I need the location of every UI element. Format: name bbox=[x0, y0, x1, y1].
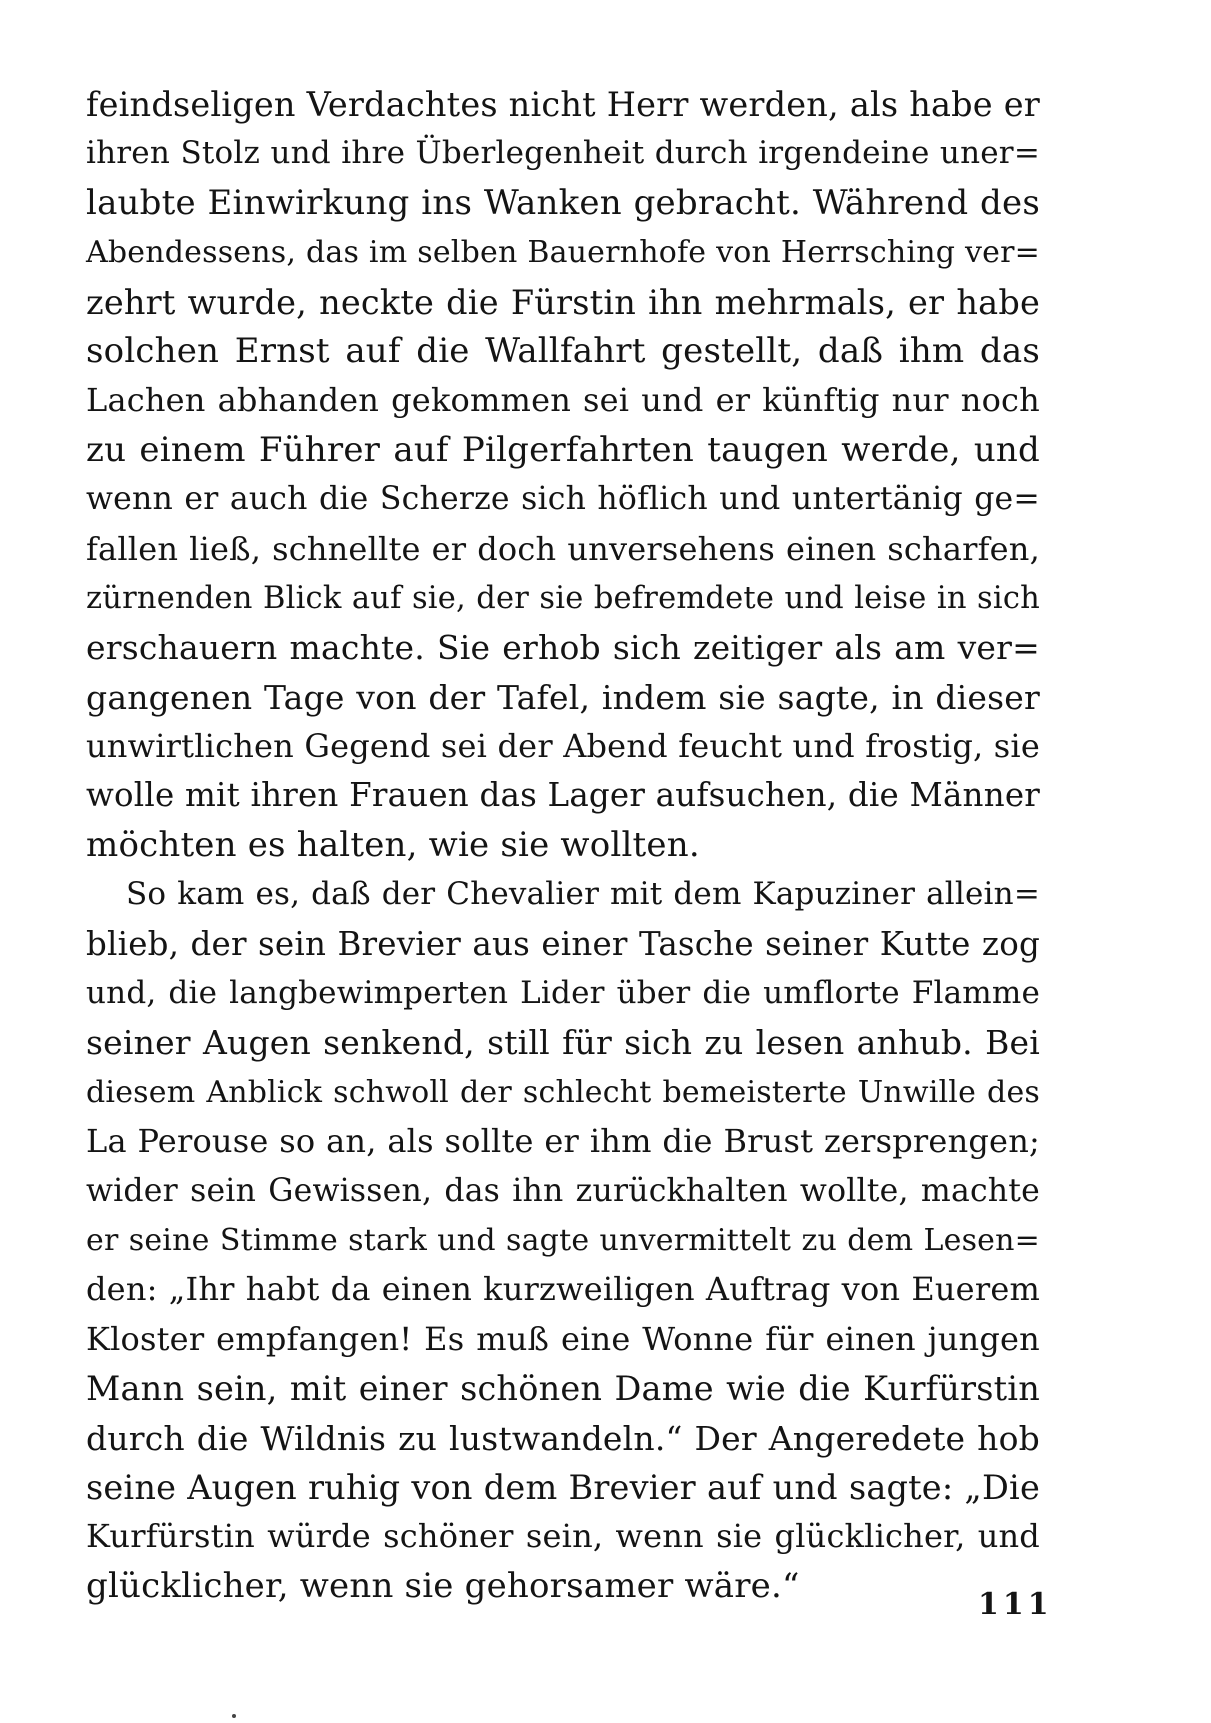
text-line: Kloster empfangen! Es muß eine Wonne für einen jungen bbox=[86, 1319, 1040, 1358]
text-line: und, die langbewimperten Lider über die umflorte Flamme bbox=[86, 975, 1040, 1012]
text-line: fallen ließ, schnellte er doch unversehens einen scharfen, bbox=[86, 529, 1040, 568]
text-line: wider sein Gewissen, das ihn zurückhalten wollte, machte bbox=[86, 1172, 1040, 1209]
text-line: wenn er auch die Scherze sich höflich und untertänig ge= bbox=[86, 481, 1040, 518]
text-line: solchen Ernst auf die Wallfahrt gestellt, daß ihm das bbox=[86, 330, 1040, 371]
text-line: feindseligen Verdachtes nicht Herr werden, als habe er bbox=[86, 85, 1040, 124]
print-speck bbox=[232, 1714, 236, 1718]
paragraph-1 bbox=[86, 80, 1040, 870]
text-line: La Perouse so an, als sollte er ihm die Brust zersprengen; bbox=[86, 1122, 1040, 1161]
text-line: diesem Anblick schwoll der schlecht bemeisterte Unwille des bbox=[86, 1074, 1040, 1110]
text-line: Kurfürstin würde schöner sein, wenn sie glücklicher, und bbox=[86, 1517, 1040, 1556]
text-line: laubte Einwirkung ins Wanken gebracht. Während des bbox=[86, 182, 1040, 223]
body-text bbox=[86, 80, 1040, 1611]
text-line: er seine Stimme stark und sagte unvermittelt zu dem Lesen= bbox=[86, 1222, 1040, 1258]
text-line: möchten es halten, wie sie wollten. bbox=[86, 824, 700, 865]
text-line: So kam es, daß der Chevalier mit dem Kapuziner allein= bbox=[126, 876, 1040, 913]
text-line: zürnenden Blick auf sie, der sie befremdete und leise in sich bbox=[86, 580, 1040, 616]
text-line: Abendessens, das im selben Bauernhofe von Herrsching ver= bbox=[86, 235, 1040, 271]
text-line: glücklicher, wenn sie gehorsamer wäre.“ bbox=[86, 1565, 800, 1606]
page-number: 111 bbox=[978, 1587, 1053, 1622]
text-line: gangenen Tage von der Tafel, indem sie sagte, in dieser bbox=[86, 677, 1040, 717]
text-line: den: „Ihr habt da einen kurzweiligen Auftrag von Euerem bbox=[86, 1270, 1040, 1309]
text-line: Lachen abhanden gekommen sei und er künftig nur noch bbox=[86, 381, 1040, 420]
text-line: zu einem Führer auf Pilgerfahrten taugen werde, und bbox=[86, 429, 1040, 470]
text-line: zehrt wurde, neckte die Fürstin ihn mehrmals, er habe bbox=[86, 282, 1040, 322]
text-line: ihren Stolz und ihre Überlegenheit durch irgendeine uner= bbox=[86, 135, 1040, 172]
paragraph-2 bbox=[86, 870, 1040, 1611]
text-line: seine Augen ruhig von dem Brevier auf und sagte: „Die bbox=[86, 1467, 1040, 1507]
text-line: seiner Augen senkend, still für sich zu lesen anhub. Bei bbox=[86, 1023, 1040, 1063]
text-line: Mann sein, mit einer schönen Dame wie die Kurfürstin bbox=[86, 1369, 1040, 1409]
text-line: unwirtlichen Gegend sei der Abend feucht und frostig, sie bbox=[86, 727, 1040, 766]
text-line: blieb, der sein Brevier aus einer Tasche seiner Kutte zog bbox=[86, 924, 1040, 963]
text-line: erschauern machte. Sie erhob sich zeitiger als am ver= bbox=[86, 628, 1040, 668]
text-line: wolle mit ihren Frauen das Lager aufsuchen, die Männer bbox=[86, 776, 1040, 815]
text-line: durch die Wildnis zu lustwandeln.“ Der Angeredete hob bbox=[86, 1418, 1040, 1458]
